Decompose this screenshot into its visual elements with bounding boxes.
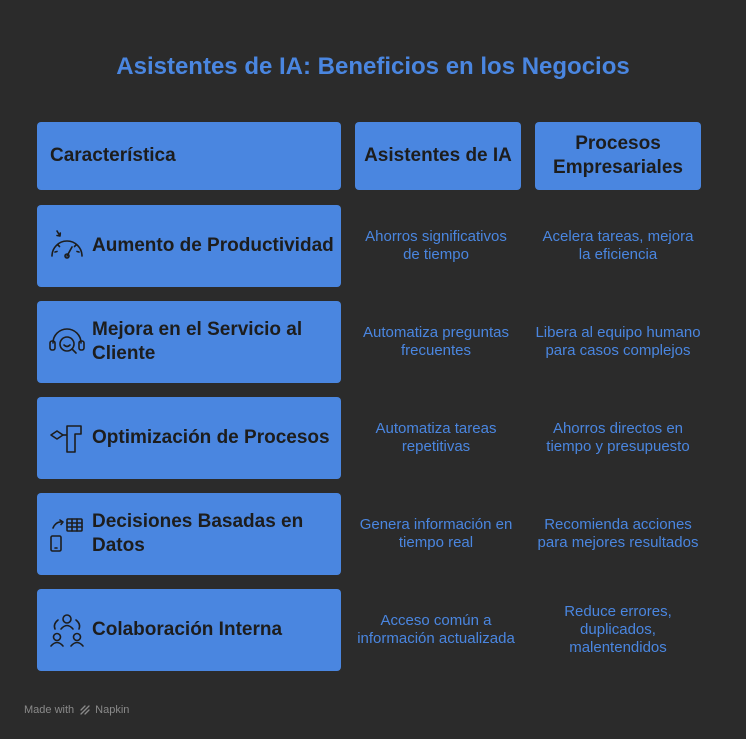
- header-ai-assistants: Asistentes de IA: [355, 122, 521, 190]
- feature-label: Mejora en el Servicio al Cliente: [92, 319, 303, 364]
- napkin-logo-icon: [79, 704, 91, 716]
- ai-benefit-cell: Genera información en tiempo real: [359, 516, 513, 551]
- process-benefit-cell: Reduce errores, duplicados, malentendidos: [564, 603, 672, 656]
- made-with-text: Made with: [24, 704, 75, 716]
- ai-benefit-cell: Automatiza tareas repetitivas: [375, 420, 497, 455]
- feature-row-decisiones: [37, 493, 341, 575]
- ai-benefit-cell: Acceso común a información actualizada: [357, 612, 515, 647]
- ai-benefit-cell: Automatiza preguntas frecuentes: [363, 324, 509, 359]
- feature-row-productividad: [37, 205, 341, 287]
- napkin-brand: Napkin: [95, 704, 130, 716]
- feature-label: Aumento de Productividad: [92, 235, 334, 256]
- feature-row-procesos: [37, 397, 341, 479]
- ai-benefit-cell: Ahorros significativos de tiempo: [365, 228, 507, 263]
- headset-support-icon: [47, 322, 87, 362]
- process-benefit-cell: Libera al equipo humano para casos complejos: [535, 324, 701, 359]
- speedometer-icon: [47, 226, 87, 266]
- process-benefit-cell: Acelera tareas, mejora la eficiencia: [542, 228, 694, 263]
- feature-row-colaboracion: [37, 589, 341, 671]
- process-benefit-cell: Recomienda acciones para mejores resultados: [537, 516, 699, 551]
- team-collaboration-icon: [47, 610, 87, 650]
- data-transfer-icon: [47, 514, 87, 554]
- process-benefit-cell: Ahorros directos en tiempo y presupuesto: [546, 420, 690, 455]
- feature-label: Decisiones Basadas en Datos: [92, 511, 304, 556]
- process-flow-icon: [47, 418, 87, 458]
- napkin-watermark[interactable]: [24, 702, 129, 718]
- diagram-title: Asistentes de IA: Beneficios en los Negocios: [116, 53, 630, 80]
- feature-label: Colaboración Interna: [92, 619, 283, 640]
- feature-row-servicio: [37, 301, 341, 383]
- header-business-processes: Procesos Empresariales: [535, 122, 701, 190]
- header-feature: Característica: [37, 122, 341, 190]
- feature-label: Optimización de Procesos: [92, 427, 330, 448]
